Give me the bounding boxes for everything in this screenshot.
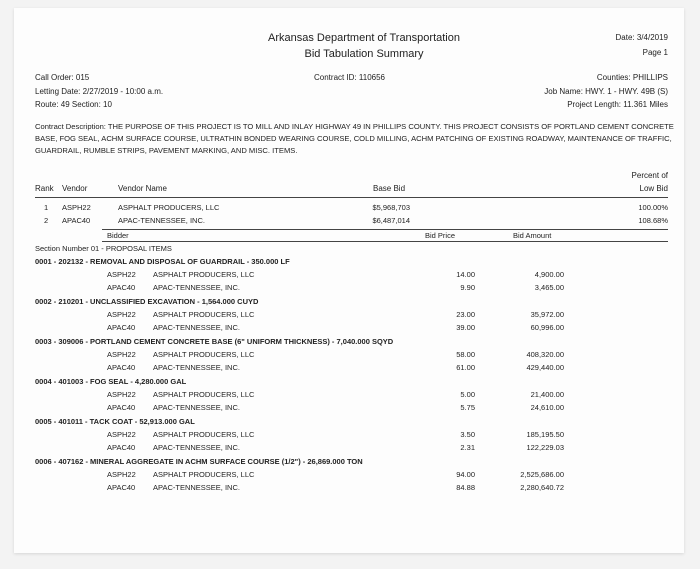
bid-price: 84.88 xyxy=(456,483,475,492)
bidder-code: APAC40 xyxy=(107,323,136,332)
rank: 1 xyxy=(44,203,49,212)
report-title: Bid Tabulation Summary xyxy=(304,48,424,60)
bid-amount: 35,972.00 xyxy=(530,310,564,319)
bidder-name: APAC-TENNESSEE, INC. xyxy=(153,443,240,452)
bidder-code: ASPH22 xyxy=(107,310,136,319)
bidder-code: ASPH22 xyxy=(107,430,136,439)
base-bid-header: Base Bid xyxy=(373,184,406,193)
item-title: 0004 - 401003 - FOG SEAL - 4,280.000 GAL xyxy=(35,377,187,386)
letting-date: Letting Date: 2/27/2019 - 10:00 a.m. xyxy=(35,87,164,96)
percent-header-line2: Low Bid xyxy=(639,184,668,193)
vendor-name-header: Vendor Name xyxy=(118,184,167,193)
bid-amount: 60,996.00 xyxy=(530,323,564,332)
bidder-code: ASPH22 xyxy=(107,350,136,359)
section-label: Section Number 01 - PROPOSAL ITEMS xyxy=(35,244,172,253)
percent-of-low: 100.00% xyxy=(638,203,668,212)
bidder-code: APAC40 xyxy=(107,283,136,292)
item-title: 0005 - 401011 - TACK COAT - 52,913.000 GAL xyxy=(35,417,195,426)
bidder-code: ASPH22 xyxy=(107,270,136,279)
bid-price: 39.00 xyxy=(456,323,475,332)
bid-price: 58.00 xyxy=(456,350,475,359)
bid-price: 2.31 xyxy=(460,443,475,452)
contract-description: Contract Description: THE PURPOSE OF THIS PROJECT IS TO MILL AND INLAY HIGHWAY 49 IN PHILLIPS COUNTY. THIS PROJECT CONSISTS OF PORTLAND CEMENT CONCRETE BASE, FOG SEAL, ACHM SURFACE COURSE, ULTRATHIN BONDED WEARING COURSE, COLD MILLING, ACHM PATCHING OF EXISTING ROADWAY, MAINTENANCE OF TRAFFIC, GUARDRAIL, RUMBLE STRIPS, PAVEMENT MARKING, AND MISC. ITEMS. xyxy=(35,122,674,155)
bid-amount: 2,280,640.72 xyxy=(520,483,564,492)
bid-amount: 4,900.00 xyxy=(534,270,564,279)
item-title: 0001 - 202132 - REMOVAL AND DISPOSAL OF GUARDRAIL - 350.000 LF xyxy=(35,257,290,266)
document-page xyxy=(14,8,684,553)
percent-header-line1: Percent of xyxy=(631,171,668,180)
bidder-code: APAC40 xyxy=(107,363,136,372)
bidder-name: ASPHALT PRODUCERS, LLC xyxy=(153,350,255,359)
bid-amount: 122,229.03 xyxy=(526,443,564,452)
bidder-code: APAC40 xyxy=(107,403,136,412)
bid-amount: 24,610.00 xyxy=(530,403,564,412)
bidder-name: APAC-TENNESSEE, INC. xyxy=(153,323,240,332)
bidder-name: ASPHALT PRODUCERS, LLC xyxy=(153,390,255,399)
bidder-name: APAC-TENNESSEE, INC. xyxy=(153,403,240,412)
bidder-header: Bidder xyxy=(107,231,129,240)
bid-amount: 185,195.50 xyxy=(526,430,564,439)
bid-price-header: Bid Price xyxy=(425,231,456,240)
bid-amount-header: Bid Amount xyxy=(513,231,552,240)
bidder-name: APAC-TENNESSEE, INC. xyxy=(153,483,240,492)
bid-price: 5.75 xyxy=(460,403,475,412)
bidder-name: APAC-TENNESSEE, INC. xyxy=(153,283,240,292)
bid-amount: 408,320.00 xyxy=(526,350,564,359)
vendor-code: ASPH22 xyxy=(62,203,91,212)
bid-price: 9.90 xyxy=(460,283,475,292)
vendor-name: APAC-TENNESSEE, INC. xyxy=(118,216,205,225)
item-title: 0002 - 210201 - UNCLASSIFIED EXCAVATION - 1,564.000 CUYD xyxy=(35,297,259,306)
vendor-name: ASPHALT PRODUCERS, LLC xyxy=(118,203,220,212)
bid-price: 5.00 xyxy=(460,390,475,399)
bid-amount: 429,440.00 xyxy=(526,363,564,372)
call-order: Call Order: 015 xyxy=(35,73,90,82)
bidder-code: APAC40 xyxy=(107,443,136,452)
project-length: Project Length: 11.361 Miles xyxy=(567,100,668,109)
bidder-code: APAC40 xyxy=(107,483,136,492)
route-section: Route: 49 Section: 10 xyxy=(35,100,112,109)
counties: Counties: PHILLIPS xyxy=(596,73,668,82)
report-date: Date: 3/4/2019 xyxy=(615,33,668,42)
bidder-name: APAC-TENNESSEE, INC. xyxy=(153,363,240,372)
page-number: Page 1 xyxy=(642,48,668,57)
base-bid: $6,487,014 xyxy=(372,216,410,225)
bidder-code: ASPH22 xyxy=(107,470,136,479)
bid-amount: 21,400.00 xyxy=(530,390,564,399)
item-title: 0003 - 309006 - PORTLAND CEMENT CONCRETE BASE (6" UNIFORM THICKNESS) - 7,040.000 SQYD xyxy=(35,337,394,346)
bidder-name: ASPHALT PRODUCERS, LLC xyxy=(153,430,255,439)
bid-amount: 3,465.00 xyxy=(534,283,564,292)
items-header-top-rule xyxy=(102,229,668,230)
bid-price: 3.50 xyxy=(460,430,475,439)
bidder-name: ASPHALT PRODUCERS, LLC xyxy=(153,270,255,279)
summary-header-rule xyxy=(35,197,668,198)
vendor-code: APAC40 xyxy=(62,216,91,225)
bidder-name: ASPHALT PRODUCERS, LLC xyxy=(153,470,255,479)
item-title: 0006 - 407162 - MINERAL AGGREGATE IN ACHM SURFACE COURSE (1/2") - 26,869.000 TON xyxy=(35,457,363,466)
items-header-bottom-rule xyxy=(102,241,668,242)
bid-amount: 2,525,686.00 xyxy=(520,470,564,479)
bid-price: 94.00 xyxy=(456,470,475,479)
job-name: Job Name: HWY. 1 - HWY. 49B (S) xyxy=(544,87,668,96)
bidder-name: ASPHALT PRODUCERS, LLC xyxy=(153,310,255,319)
bid-price: 23.00 xyxy=(456,310,475,319)
org-title: Arkansas Department of Transportation xyxy=(268,32,460,44)
rank: 2 xyxy=(44,216,49,225)
bid-price: 14.00 xyxy=(456,270,475,279)
contract-id: Contract ID: 110656 xyxy=(314,73,386,82)
bid-price: 61.00 xyxy=(456,363,475,372)
vendor-header: Vendor xyxy=(62,184,88,193)
bidder-code: ASPH22 xyxy=(107,390,136,399)
rank-header: Rank xyxy=(35,184,54,193)
base-bid: $5,968,703 xyxy=(372,203,410,212)
percent-of-low: 108.68% xyxy=(638,216,668,225)
